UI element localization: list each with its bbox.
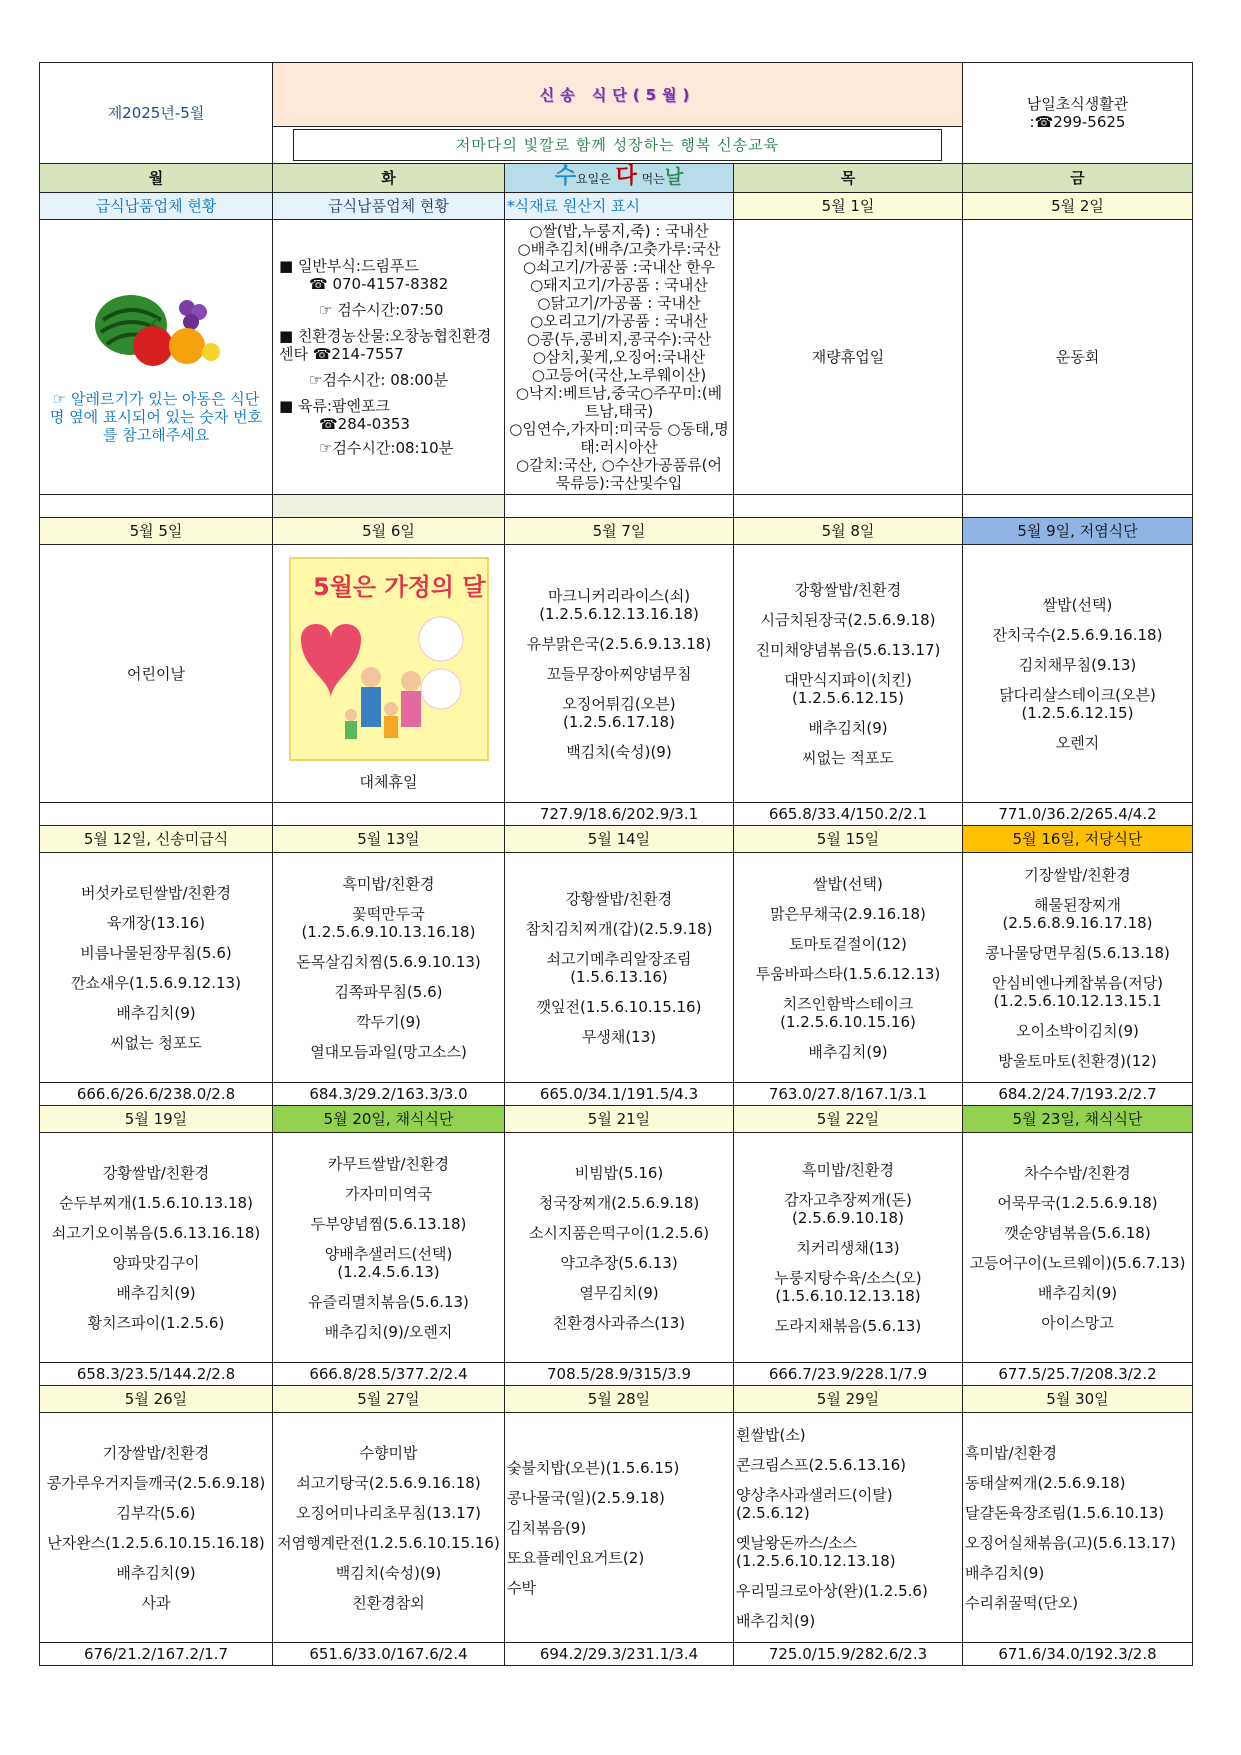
menu-item: 씨없는 적포도 [802, 748, 894, 767]
menu-item: 흑미밥/친환경 [802, 1160, 894, 1179]
menu-cell [505, 853, 734, 1083]
menu-cell [963, 853, 1193, 1083]
menu-item: 오징어미나리초무침(13.17) [295, 1503, 482, 1522]
origin-line: ○닭고기/가공품 : 국내산 [537, 294, 701, 312]
menu-item: 육개장(13.16) [106, 913, 206, 932]
origin-list [505, 220, 734, 495]
supplier-line: ☞ 검수시간:07:50 [319, 301, 444, 319]
menu-item: 동태살찌개(2.5.6.9.18) [965, 1473, 1126, 1492]
day-tuesday: 화 [273, 164, 505, 193]
menu-item: 청국장찌개(2.5.6.9.18) [538, 1193, 700, 1212]
menu-item: 누룽지탕수육/소스(오)(1.5.6.10.12.13.18) [774, 1268, 922, 1305]
menu-cell [273, 1133, 505, 1363]
date-header: 5월 9일, 저염식단 [963, 518, 1193, 545]
allergy-info-cell [40, 220, 273, 495]
origin-header: *식재료 원산지 표시 [505, 193, 734, 220]
supplier-header-mon: 급식납품업체 현황 [40, 193, 273, 220]
menu-item: 해물된장찌개(2.5.6.8.9.16.17.18) [1002, 895, 1153, 932]
menu-item: 열무김치(9) [579, 1283, 659, 1302]
menu-table [39, 62, 1193, 1666]
menu-item: 돈목살김치찜(5.6.9.10.13) [296, 952, 481, 971]
menu-item: 친환경참외 [352, 1593, 425, 1612]
day-friday: 금 [963, 164, 1193, 193]
menu-item: 열대모듬과일(망고소스) [310, 1042, 467, 1061]
substitute-holiday: 대체휴일 [359, 772, 418, 791]
date-header: 5월 6일 [273, 518, 505, 545]
date-header: 5월 19일 [40, 1106, 273, 1133]
menu-cell [505, 1133, 734, 1363]
menu-item: 마크니커리라이스(쇠)(1.2.5.6.12.13.16.18) [539, 586, 699, 623]
menu-cell [963, 1133, 1193, 1363]
menu-item: 오렌지 [1055, 733, 1100, 752]
motto-cell [273, 127, 963, 164]
date-header: 5월 27일 [273, 1386, 505, 1413]
menu-item: 친환경사과쥬스(13) [552, 1313, 686, 1332]
origin-line: ○오리고기/가공품 : 국내산 [530, 312, 708, 330]
family-poster-image [291, 559, 487, 759]
menu-item: 난자완스(1.2.5.6.10.15.16.18) [47, 1533, 265, 1552]
nutrition-info: 708.5/28.9/315/3.9 [505, 1363, 734, 1386]
menu-item: 꼬들무장아찌양념무침 [546, 664, 692, 683]
supplier-line: ☎284-0353 [319, 415, 410, 433]
menu-item: 오이소박이김치(9) [1016, 1021, 1139, 1040]
menu-item: 무생채(13) [581, 1027, 657, 1046]
menu-item: 소시지품은떡구이(1.2.5.6) [528, 1223, 710, 1242]
origin-line: ○쌀(밥,누룽지,죽) : 국내산 [529, 222, 709, 240]
day-monday: 월 [40, 164, 273, 193]
school-holiday: 재량휴업일 [734, 220, 963, 495]
menu-item: 콩나물당면무침(5.6.13.18) [985, 943, 1170, 962]
menu-cell [40, 1413, 273, 1643]
date-header: 5월 20일, 채식식단 [273, 1106, 505, 1133]
date-header: 5월 16일, 저당식단 [963, 826, 1193, 853]
menu-item: 김치볶음(9) [507, 1518, 587, 1537]
menu-cell [734, 1413, 963, 1643]
menu-item: 맑은무채국(2.9.16.18) [770, 904, 926, 923]
date-header: 5월 7일 [505, 518, 734, 545]
menu-item: 감자고추장찌개(돈)(2.5.6.9.10.18) [784, 1190, 912, 1227]
date-header: 5월 13일 [273, 826, 505, 853]
menu-item: 치커리생채(13) [796, 1238, 900, 1257]
allergy-notice: ☞ 알레르기가 있는 아동은 식단명 옆에 표시되어 있는 숫자 번호를 참고해주세요 [49, 390, 263, 444]
menu-item: 차수수밥/친환경 [1024, 1163, 1131, 1182]
nutrition-info: 666.7/23.9/228.1/7.9 [734, 1363, 963, 1386]
menu-cell [273, 1413, 505, 1643]
menu-item: 아이스망고 [1041, 1313, 1114, 1332]
menu-cell [734, 1133, 963, 1363]
menu-item: 쌀밥(선택) [813, 874, 883, 893]
nutrition-info: 771.0/36.2/265.4/4.2 [963, 803, 1193, 826]
menu-item: 가자미미역국 [345, 1184, 432, 1203]
supplier-line: ☎ 070-4157-8382 [309, 275, 449, 293]
menu-item: 수리취꿀떡(단오) [965, 1593, 1079, 1612]
menu-item: 저염행계란전(1.2.5.6.10.15.16) [277, 1533, 500, 1552]
substitute-holiday-cell [273, 545, 505, 803]
menu-item: 깍두기(9) [356, 1012, 421, 1031]
menu-item: 비빔밥(5.16) [574, 1163, 664, 1182]
menu-item: 치즈인함박스테이크(1.2.5.6.10.15.16) [780, 994, 916, 1031]
nutrition-info: 725.0/15.9/282.6/2.3 [734, 1643, 963, 1666]
origin-line: ○콩(두,콩비지,콩국수):국산 [526, 330, 712, 348]
day-wednesday: 수요일은 다 먹는날 [505, 164, 734, 193]
sports-day: 운동회 [963, 220, 1193, 495]
menu-item: 배추김치(9) [736, 1611, 816, 1630]
nutrition-info [273, 803, 505, 826]
date-header: 5월 21일 [505, 1106, 734, 1133]
menu-item: 흑미밥/친환경 [342, 874, 435, 893]
menu-item: 양상추사과샐러드(이탈)(2.5.6.12) [736, 1485, 893, 1522]
menu-item: 양파맛김구이 [112, 1253, 200, 1272]
menu-item: 시금치된장국(2.5.6.9.18) [760, 610, 936, 629]
origin-line: ○쇠고기/가공품 :국내산 한우 [522, 258, 716, 276]
menu-item: 꽃떡만두국(1.2.5.6.9.10.13.16.18) [301, 904, 476, 941]
menu-item: 또요플레인요거트(2) [507, 1548, 645, 1567]
menu-cell [505, 1413, 734, 1643]
page-title: 신송 식단(5월) [273, 63, 963, 127]
menu-item: 닭다리살스테이크(오븐)(1.2.5.6.12.15) [999, 685, 1156, 722]
origin-line: ○배추김치(배추/고춧가루:국산 [517, 240, 721, 258]
menu-item: 순두부찌개(1.5.6.10.13.18) [59, 1193, 253, 1212]
menu-item: 김쪽파무침(5.6) [334, 982, 443, 1001]
menu-item: 흑미밥/친환경 [965, 1443, 1057, 1462]
day-thursday: 목 [734, 164, 963, 193]
menu-item: 유즐리멸치볶음(5.6.13) [308, 1292, 469, 1311]
menu-item: 배추김치(9)/오렌지 [324, 1322, 453, 1341]
menu-item: 도라지채볶음(5.6.13) [774, 1316, 922, 1335]
menu-cell [963, 1413, 1193, 1643]
menu-item: 흰쌀밥(소) [736, 1425, 806, 1444]
menu-item: 깻잎전(1.5.6.10.15.16) [536, 997, 702, 1016]
menu-cell [734, 853, 963, 1083]
origin-line: ○고등어(국산,노루웨이산) [531, 366, 707, 384]
menu-cell [734, 545, 963, 803]
supplier-line: ☞검수시간:08:10분 [319, 439, 454, 457]
school-name: 남일초식생활관 [1026, 95, 1129, 113]
menu-item: 쇠고기탕국(2.5.6.9.16.18) [296, 1473, 481, 1492]
nutrition-info: 651.6/33.0/167.6/2.4 [273, 1643, 505, 1666]
menu-cell [40, 1133, 273, 1363]
nutrition-info: 676/21.2/167.2/1.7 [40, 1643, 273, 1666]
origin-line: ○삼치,꽃게,오징어:국내산 [532, 348, 706, 366]
menu-item: 씨없는 청포도 [110, 1033, 202, 1052]
svg-text:5월은 가정의 달: 5월은 가정의 달 [312, 572, 486, 601]
menu-item: 비름나물된장무침(5.6) [80, 943, 232, 962]
menu-item: 사과 [141, 1593, 171, 1612]
menu-item: 오징어튀김(오븐)(1.2.5.6.17.18) [562, 694, 676, 731]
menu-item: 깻순양념볶음(5.6.18) [1004, 1223, 1151, 1242]
nutrition-info: 677.5/25.7/208.3/2.2 [963, 1363, 1193, 1386]
document-code: 제2025년-5월 [40, 63, 273, 164]
nutrition-info: 684.2/24.7/193.2/2.7 [963, 1083, 1193, 1106]
menu-item: 옛날왕돈까스/소스(1.2.5.6.10.12.13.18) [736, 1533, 896, 1570]
nutrition-info: 658.3/23.5/144.2/2.8 [40, 1363, 273, 1386]
origin-line: ○돼지고기/가공품 : 국내산 [530, 276, 708, 294]
date-header: 5월 30일 [963, 1386, 1193, 1413]
menu-item: 잔치국수(2.5.6.9.16.18) [992, 625, 1163, 644]
menu-item: 양배추샐러드(선택)(1.2.4.5.6.13) [324, 1244, 453, 1281]
menu-item: 방울토마토(친환경)(12) [998, 1051, 1157, 1070]
origin-line: ○낙지:베트남,중국○주꾸미:(베트남,태국) [515, 384, 723, 420]
date-header: 5월 1일 [734, 193, 963, 220]
nutrition-info: 763.0/27.8/167.1/3.1 [734, 1083, 963, 1106]
menu-item: 수향미밥 [359, 1443, 418, 1462]
menu-item: 숯불치밥(오븐)(1.5.6.15) [507, 1458, 680, 1477]
date-header: 5월 29일 [734, 1386, 963, 1413]
nutrition-info: 666.6/26.6/238.0/2.8 [40, 1083, 273, 1106]
menu-item: 강황쌀밥/친환경 [565, 889, 673, 908]
menu-item: 어묵무국(1.2.5.6.9.18) [997, 1193, 1158, 1212]
menu-item: 버섯카로틴쌀밥/친환경 [81, 883, 231, 902]
menu-item: 배추김치(9) [965, 1563, 1045, 1582]
nutrition-info [40, 803, 273, 826]
fruit-illustration [91, 280, 221, 370]
date-header: 5월 22일 [734, 1106, 963, 1133]
menu-item: 배추김치(9) [116, 1563, 196, 1582]
menu-item: 강황쌀밥/친환경 [794, 580, 902, 599]
menu-item: 김부각(5.6) [116, 1503, 196, 1522]
school-info [963, 63, 1193, 164]
nutrition-info: 727.9/18.6/202.9/3.1 [505, 803, 734, 826]
menu-item: 카무트쌀밥/친환경 [328, 1154, 449, 1173]
origin-line: ○임연수,가자미:미국등 ○동태,명태:러시아산 [509, 420, 729, 456]
menu-item: 우리밀크로아상(완)(1.2.5.6) [736, 1581, 928, 1600]
fruit-image [91, 280, 221, 370]
menu-item: 약고추장(5.6.13) [560, 1253, 678, 1272]
supplier-list [273, 220, 505, 495]
menu-item: 기장쌀밥/친환경 [1024, 865, 1131, 884]
date-header: 5월 5일 [40, 518, 273, 545]
date-header: 5월 2일 [963, 193, 1193, 220]
date-header: 5월 15일 [734, 826, 963, 853]
menu-item: 콘크림스프(2.5.6.13.16) [736, 1455, 907, 1474]
nutrition-info: 665.8/33.4/150.2/2.1 [734, 803, 963, 826]
menu-item: 참치김치찌개(갑)(2.5.9.18) [525, 919, 713, 938]
menu-item: 배추김치(9) [808, 718, 888, 737]
supplier-line: ■ 친환경농산물:오창농협친환경센타 ☎214-7557 [279, 327, 492, 363]
nutrition-info: 666.8/28.5/377.2/2.4 [273, 1363, 505, 1386]
supplier-header-tue: 급식납품업체 현황 [273, 193, 505, 220]
menu-cell [40, 853, 273, 1083]
date-header: 5월 23일, 채식식단 [963, 1106, 1193, 1133]
nutrition-info: 684.3/29.2/163.3/3.0 [273, 1083, 505, 1106]
menu-cell [273, 853, 505, 1083]
menu-item: 오징어실채볶음(고)(5.6.13.17) [965, 1533, 1176, 1552]
motto: 저마다의 빛깔로 함께 성장하는 행복 신송교육 [293, 129, 942, 161]
menu-item: 유부맑은국(2.5.6.9.13.18) [526, 634, 712, 653]
menu-cell [505, 545, 734, 803]
menu-item: 배추김치(9) [1037, 1283, 1118, 1302]
menu-item: 콩가루우거지들깨국(2.5.6.9.18) [46, 1473, 266, 1492]
origin-line: ○갈치:국산, ○수산가공품류(어묵류등):국산및수입 [515, 456, 722, 492]
menu-item: 진미채양념볶음(5.6.13.17) [755, 640, 941, 659]
menu-item: 강황쌀밥/친환경 [102, 1163, 210, 1182]
menu-item: 쌀밥(선택) [1042, 595, 1113, 614]
menu-item: 두부양념찜(5.6.13.18) [310, 1214, 467, 1233]
menu-cell [963, 545, 1193, 803]
menu-item: 황치즈파이(1.2.5.6) [87, 1313, 225, 1332]
supplier-line: ■ 일반부식:드림푸드 [279, 257, 419, 275]
menu-item: 쇠고기오이볶음(5.6.13.16.18) [51, 1223, 261, 1242]
menu-item: 백김치(숙성)(9) [335, 1563, 442, 1582]
menu-item: 김치채무침(9.13) [1018, 655, 1137, 674]
menu-item: 깐쇼새우(1.5.6.9.12.13) [71, 973, 241, 992]
menu-item: 기장쌀밥/친환경 [102, 1443, 210, 1462]
menu-item: 토마토겉절이(12) [789, 934, 907, 953]
date-header: 5월 12일, 신송미급식 [40, 826, 273, 853]
menu-item: 쇠고기메추리알장조림(1.5.6.13.16) [546, 949, 692, 986]
menu-item: 콩나물국(일)(2.5.9.18) [507, 1488, 665, 1507]
menu-item: 투움바파스타(1.5.6.12.13) [755, 964, 941, 983]
school-phone: :☎299-5625 [1029, 113, 1126, 131]
nutrition-info: 665.0/34.1/191.5/4.3 [505, 1083, 734, 1106]
family-month-poster [289, 557, 489, 761]
menu-item: 배추김치(9) [116, 1003, 196, 1022]
menu-item: 수박 [507, 1578, 536, 1597]
holiday-childrens-day: 어린이날 [40, 545, 273, 803]
date-header: 5월 26일 [40, 1386, 273, 1413]
nutrition-info: 694.2/29.3/231.1/3.4 [505, 1643, 734, 1666]
date-header: 5월 28일 [505, 1386, 734, 1413]
menu-item: 고등어구이(노르웨이)(5.6.7.13) [969, 1253, 1186, 1272]
menu-item: 배추김치(9) [116, 1283, 196, 1302]
menu-sheet [39, 62, 1192, 1666]
menu-item: 달걀돈육장조림(1.5.6.10.13) [965, 1503, 1165, 1522]
menu-item: 안심비엔나케찹볶음(저당)(1.2.5.6.10.12.13.15.1 [991, 973, 1164, 1010]
nutrition-info: 671.6/34.0/192.3/2.8 [963, 1643, 1193, 1666]
date-header: 5월 14일 [505, 826, 734, 853]
supplier-line: ☞검수시간: 08:00분 [309, 371, 448, 389]
menu-item: 배추김치(9) [808, 1042, 888, 1061]
date-header: 5월 8일 [734, 518, 963, 545]
menu-item: 백김치(숙성)(9) [566, 742, 672, 761]
supplier-line: ■ 육류:팜엔포크 [279, 397, 390, 415]
menu-item: 대만식지파이(치킨)(1.2.5.6.12.15) [784, 670, 912, 707]
